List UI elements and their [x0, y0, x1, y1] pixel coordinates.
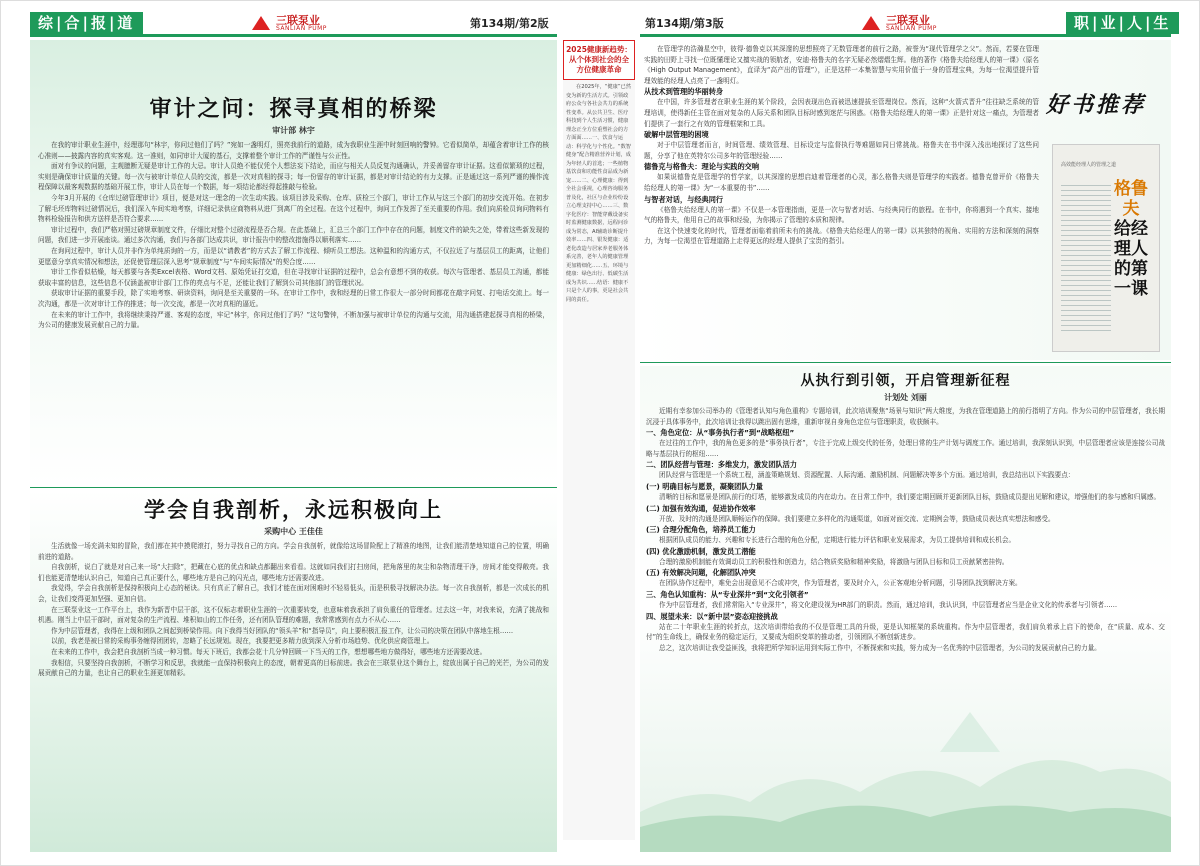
article3-paragraph: 在过往的工作中，我的角色更多的是“事务执行者”，专注于完成上级交代的任务，处理日常的生产计划与调度工作。通过培训，我深刻认识到，中层管理者应该是连接公司战略与基层执行的枢纽……	[646, 439, 1165, 458]
article3-paragraph: 开放、及时的沟通是团队顺畅运作的保障。我们要建立多样化的沟通渠道，如面对面交流、定期例会等，鼓励成员表达真实想法和感受。	[659, 514, 1055, 523]
article1-paragraph: 面对有争议的问题，主观臆断无疑是审计工作的大忌。审计人员绝不能仅凭个人想法妄下结论，而应与相关人员反复沟通确认，并妥善留存审计证据。这看似繁琐的过程，实则是确保审计质量的关键。每一次与被审计单位人员的交流，都是一次对真相的探寻；每一份留存的审计证据，都是对审计结论的有力支撑。正是通过这一系列严谨的操作流程保障以最客观数据的基础开展工作，审计人员在每一个数据，每一项结论都经得起推敲与检验。	[38, 162, 549, 192]
left-issue	[470, 12, 549, 34]
article2-block	[30, 490, 557, 852]
article2-paragraph: 我觉得，学会自我剖析是保持积极向上心态的秘诀。只有真正了解自己，我们才能在面对困难时不轻易低头，而是积极寻找解决办法。每一次自我剖析，都是一次成长的机会，让我们变得更加坚强、更加自信。	[38, 584, 549, 603]
article2-title: 学会自我剖析，永远积极向上	[144, 497, 443, 522]
book-cover-image	[1052, 144, 1160, 352]
article3-subhead: 四、展望未来：以“新中层”姿态迎接挑战	[646, 611, 778, 621]
article3-paragraph: 根据团队成员的能力、兴趣和专长进行合理的角色分配，定期进行能力评估和职业发展需求，为员工提供培训和成长机会。	[659, 536, 1016, 545]
section-tag-left: 综|合|报|道	[30, 12, 143, 34]
article1-paragraph: 在未来的审计工作中，我将继续秉持严谨、客观的态度，牢记“林宇，你问过他们了吗？”这句警钟，不断加强与被审计单位的沟通与交流，用沟通搭建起探寻真相的桥梁，为公司的健康发展贡献自己的力量。	[38, 310, 549, 330]
logo-english: SANLIAN PUMP	[276, 24, 327, 32]
strip-body: 在2025年，“健康”已然变为新的生活方式。引领政府公众与各社会共力的系统性变革。从公共卫生、医疗科技到个人生活习惯，健康理念正全方位重塑社会的方方面面……一、饮食与运动：科学化与个性化。“数智健身”配合精准营养计划，成为年轻人的首选；一些植物基饮食和功能性食品成为新宠……二、心理健康：得到全社会重视，心理咨询服务普及化，社区与企业纷纷设立心理支持中心……三、数字化医疗：智能穿戴设备实时监测健康数据，远程问诊成为常态，AI辅助诊断提升效率……四、银发健康：适老化改造与居家养老服务体系完善，老年人的健康管理更加精细化……五、环境与健康：绿色出行、低碳生活成为共识……结语：健康不只是个人的事，更是社会共同的责任。	[563, 80, 635, 840]
logo-english: SANLIAN PUMP	[886, 24, 937, 32]
header-rule-right	[640, 34, 1171, 37]
right-issue	[645, 12, 724, 34]
left-page	[30, 40, 557, 852]
logo-name: 三联泵业	[886, 13, 930, 27]
article3-subhead: (三) 合理分配角色，培养员工能力	[646, 525, 756, 535]
book-intro: 在管理学的浩瀚星空中，彼得·德鲁克以其深邃的思想照亮了无数管理者的前行之路，被誉为“现代管理学之父”。然而，若要在管理实践的田野上寻找一位既懂理论又擅实战的领航者，安迪·格鲁夫的名字无疑必然熠熠生辉。他的著作《格鲁夫给经理人的第一课》（原名《High Output Management》，直译为“高产出的管理”），正是这样一本集智慧与实用价值于一身的管理宝典，为每一位渴望提升管理效能的经理人点亮了一盏明灯。	[644, 45, 1039, 85]
article2-paragraph: 自我剖析，说白了就是对自己来一场“大扫除”，把藏在心底的优点和缺点都翻出来看看。这就如同我们打扫房间，把角落里的灰尘和杂物清理干净，房间才能变得敞亮。我们也能更清楚地认识自己，知道自己真正要什么，哪些地方是自己的闪光点，哪些地方还需要改进。	[38, 563, 549, 582]
article1-paragraph: 审计过程中，我们严格对照过磅规章制度文件，仔细比对整个过磅流程是否合规。在此基础上，汇总三个部门工作中存在的问题，制度文件的缺失之处，带着这些新发现的问题，我们进一步开展座谈。通过多次沟通，我们与各部门达成共识，审计报告中的整改措施得以顺利落实……	[38, 225, 549, 245]
center-strip	[563, 40, 635, 856]
article3-paragraph: 总之，这次培训让我受益匪浅，我将把所学知识运用到实际工作中，不断探索和实践，努力成为一名优秀的中层管理者，为公司的发展贡献自己的力量。	[659, 643, 1101, 652]
article-divider	[640, 362, 1171, 363]
article2-paragraph: 作为中层管理者，我得在上级和团队之间起到桥梁作用。向下我得当好团队的“领头羊”和“指导员”，向上要积极汇报工作，让公司的决策在团队中落地生根……	[51, 626, 514, 635]
article3-paragraph: 作为中层管理者，我们常常陷入“专业深井”，将文化建设视为HR部门的职责。然而，通过培训，我认识到，中层管理者应当是企业文化的传承者与引领者……	[659, 600, 1118, 609]
book-review-block	[640, 40, 1171, 360]
pump-logo-icon	[250, 14, 272, 32]
book-paragraph: 对于中层管理者而言，时间管理、绩效管理、目标设定与监督执行等难题如同日常挑战。格鲁夫在书中深入浅出地探讨了这些问题，分享了他在英特尔公司多年的管理经验……	[644, 141, 1039, 160]
article3-title: 从执行到引领，开启管理新征程	[800, 373, 1011, 389]
article2-paragraph: 在未来的工作中，我会把自我剖析当成一种习惯。每天下班后，我都会花十几分钟回顾一下当天的工作，想想哪些地方做得好，哪些地方还需要改进。	[51, 647, 487, 656]
pump-logo-icon	[860, 14, 882, 32]
book-section-title: 好书推荐	[1046, 92, 1147, 118]
book-subhead: 德鲁克与格鲁夫：理论与实践的交响	[644, 162, 760, 172]
book-subhead: 与智者对话，与经典同行	[644, 194, 724, 204]
book-cover-title-line1: 格鲁夫	[1114, 179, 1148, 219]
article1-paragraph: 获取审计证据的重要手段，除了实地考察、研读资料，询问是至关重要的一环。在审计工作中，我和经理的日常工作很大一部分时间都花在敲字问复、打电话交流上。每一次沟通，都是一次对审计工作的推进；每一次交流，都是一次对真相的逼近。	[38, 289, 549, 308]
article1-paragraph: 在询问过程中，审计人员并非作为单纯质询的一方，而是以“请教者”的方式去了解工作流程、倾听员工想法。这种温和的沟通方式，不仅拉近了与基层员工的距离，让他们更愿意分享真实情况和想法，还促使管理层深入思考“规章制度”与“车间实际情况”的契合度……	[38, 246, 549, 266]
strip-title: 2025健康新趋势：从个体到社会的全方位健康革命	[563, 40, 635, 80]
sanlian-logo	[860, 14, 937, 32]
right-header	[1066, 12, 1179, 34]
sanlian-logo	[250, 14, 327, 32]
issue-number-right: 第134期/第3版	[645, 17, 724, 30]
right-logo	[860, 12, 937, 34]
article3-paragraph: 在团队协作过程中，难免会出现意见不合或冲突，作为管理者，要及时介入，公正客观地分析问题，引导团队找到解决方案。	[659, 579, 1022, 588]
book-cover-title	[1109, 179, 1153, 299]
book-subhead: 从技术到管理的华丽转身	[644, 87, 724, 97]
article2-paragraph: 生活就像一场充满未知的冒险，我们都在其中摸爬滚打，努力寻找自己的方向。学会自我剖析，就像给这场冒险配上了精准的地图，让我们能清楚地知道自己的位置，明确前进的道路。	[38, 542, 549, 561]
book-cover-subtitle: 高效能经理人的管理之道	[1061, 162, 1117, 168]
article2-byline: 采购中心 王佳佳	[264, 527, 323, 536]
book-paragraph: 如果说德鲁克是管理学的哲学家，以其深邃的思想启迪着管理者的心灵，那么格鲁夫则是管理学的实践者。德鲁克曾评价《格鲁夫给经理人的第一课》为“一本重要的书”……	[644, 173, 1039, 192]
article1-byline: 审计部 林宇	[272, 126, 315, 135]
article3-byline: 计划处 刘丽	[884, 393, 927, 402]
book-paragraph: 在中国，许多管理者在职业生涯的某个阶段，会因表现出色而被迅速提拔至管理岗位。然而，这种“火箭式晋升”往往缺乏系统的管理培训，使得新任主管在面对复杂的人际关系和团队目标时感到迷茫与困惑。《格鲁夫给经理人的第一课》正是针对这一痛点，为管理者们提供了一套行之有效的管理框架和工具。	[644, 98, 1039, 128]
article3-paragraph: 合理的激励机制能有效调动员工的积极性和创造力，结合物质奖励和精神奖励，将激励与团队目标和员工贡献紧密挂钩。	[659, 557, 1009, 566]
article3-paragraph: 团队经营与管理是一个系统工程，涵盖策略规划、资源配置、人际沟通、激励机制、问题解决等多个方面。通过培训，我总结出以下实践要点：	[659, 471, 1075, 480]
logo-name: 三联泵业	[276, 13, 320, 27]
article1-paragraph: 今年3月开展的《仓库过磅管理审计》项目，便是对这一理念的一次生动实践。该项目涉及采购、仓库、质检三个部门，审计工作从与这三个部门的初步交流开始。在初步了解毛坯库物料过磅情况后，我们深入车间实地考察，详细记录供应商物料从进厂到离厂的全过程。在这个过程中，询问工作发挥了至关重要的作用。我们向质检员询问物料有物料检验报告和供方送样是否符合要求……	[38, 193, 549, 224]
article1-title: 审计之问：探寻真相的桥梁	[149, 96, 438, 122]
issue-number-left: 第134期/第2版	[470, 17, 549, 30]
book-cover-pattern	[1061, 185, 1111, 335]
book-cover-title-line2: 给经理人的第一课	[1114, 219, 1148, 299]
article3-subhead: (二) 加强有效沟通，促进协作效率	[646, 503, 756, 513]
article2-paragraph: 以前，我老是被日常的采购事务缠得团团转，忽略了长远规划。现在，我要把更多精力放到深入分析市场趋势、优化供应商管理上。	[51, 637, 434, 646]
article2-paragraph: 我相信，只要坚持自我剖析，不断学习和反思，我就能一直保持积极向上的态度，朝着更高的目标前进。我会在三联泵业这个舞台上，绽放出属于自己的光芒，为公司的发展贡献自己的力量，也让自己的职业生涯更加精彩。	[38, 658, 549, 678]
book-paragraph: 在这个快速变化的时代，管理者面临着前所未有的挑战。《格鲁夫给经理人的第一课》以其独特的视角、实用的方法和深刻的洞察力，为每一位渴望在管理道路上走得更远的经理人提供了宝贵的指引。	[644, 226, 1039, 246]
article3-paragraph: 近期有幸参加公司举办的《管理者认知与角色重构》专题培训，此次培训聚焦“场景与知识”两大维度，为我在管理道路上的前行指明了方向。作为公司的中层管理者，我长期沉浸于具体事务中，此次培训让我得以跳出固有思维，重新审视自身角色定位与管理职责，收获颇丰。	[646, 407, 1165, 426]
article3-subhead: 一、角色定位：从“事务执行者”到“战略枢纽”	[646, 428, 795, 438]
section-tag-right: 职|业|人|生	[1066, 12, 1179, 34]
left-logo	[250, 12, 327, 34]
left-header	[30, 12, 143, 34]
article3-subhead: (四) 优化激励机制，激发员工潜能	[646, 546, 756, 556]
article3-subhead: 三、角色认知重构：从“专业深井”到“文化引领者”	[646, 589, 809, 599]
article1-paragraph: 在我的审计职业生涯中，经理那句“林宇，你问过他们了吗？”宛如一盏明灯，照亮我前行的道路，成为我职业生涯中时刻回响的警钟。它看似简单，却蕴含着审计工作的核心准则——披露内容的真实客观。这一准则，如同审计大厦的基石，支撑着整个审计工作的严谨性与公正性。	[38, 141, 549, 160]
article3-paragraph: 清晰的目标和愿景是团队前行的灯塔，能够激发成员的内在动力。在日常工作中，我们要定期回顾并更新团队目标，鼓励成员提出见解和建议，增强他们的参与感和归属感。	[659, 492, 1161, 501]
article-divider	[30, 487, 557, 488]
article2-paragraph: 在三联泵业这一工作平台上，我作为新晋中层干部，这不仅标志着职业生涯的一次重要转变，也意味着我承担了肩负重任的管理者。过去这一年，对我来说，充满了挑战和机遇。刚当上中层干部时，面对复杂的生产流程、堆积如山的工作任务，还有团队管理的难题，我常常感到有点力不从心……	[38, 605, 549, 625]
book-paragraph: 《格鲁夫给经理人的第一课》不仅是一本管理指南，更是一次与智者对话、与经典同行的旅程。在书中，你将遇到一个真实、接地气的格鲁夫，他用自己的故事和经验，为你揭示了管理的本质和规律。	[644, 205, 1039, 225]
article3-block	[640, 366, 1171, 852]
article1-block	[30, 40, 557, 485]
article3-paragraph: 站在二十年职业生涯的转折点，这次培训带给我的不仅是管理工具的升级，更是认知框架的系统重构。作为中层管理者，我们肩负着承上启下的使命，在“质量、成本、交付”的生命线上，确保业务的稳定运行，又要成为组织变革的推动者，引领团队不断创新进步。	[646, 622, 1165, 642]
article3-subhead: (一) 明确目标与愿景，凝聚团队力量	[646, 481, 763, 491]
article3-subhead: (五) 有效解决问题，化解团队冲突	[646, 568, 756, 578]
article3-subhead: 二、团队经营与管理：多维发力，激发团队活力	[646, 460, 797, 470]
header-rule-left	[30, 34, 557, 37]
book-subhead: 破解中层管理的困境	[644, 130, 709, 140]
right-page	[640, 40, 1171, 852]
article1-paragraph: 审计工作看似枯燥，每天都要与各类Excel表格、Word文档、原始凭证打交道，但在寻找审计证据的过程中，总会有意想不到的收获。每次与管理者、基层员工沟通，都能获取丰富的信息，这些信息不仅涵盖被审计部门工作的亮点与不足，还能让我们了解到公司其他部门的管理状况。	[38, 268, 549, 287]
